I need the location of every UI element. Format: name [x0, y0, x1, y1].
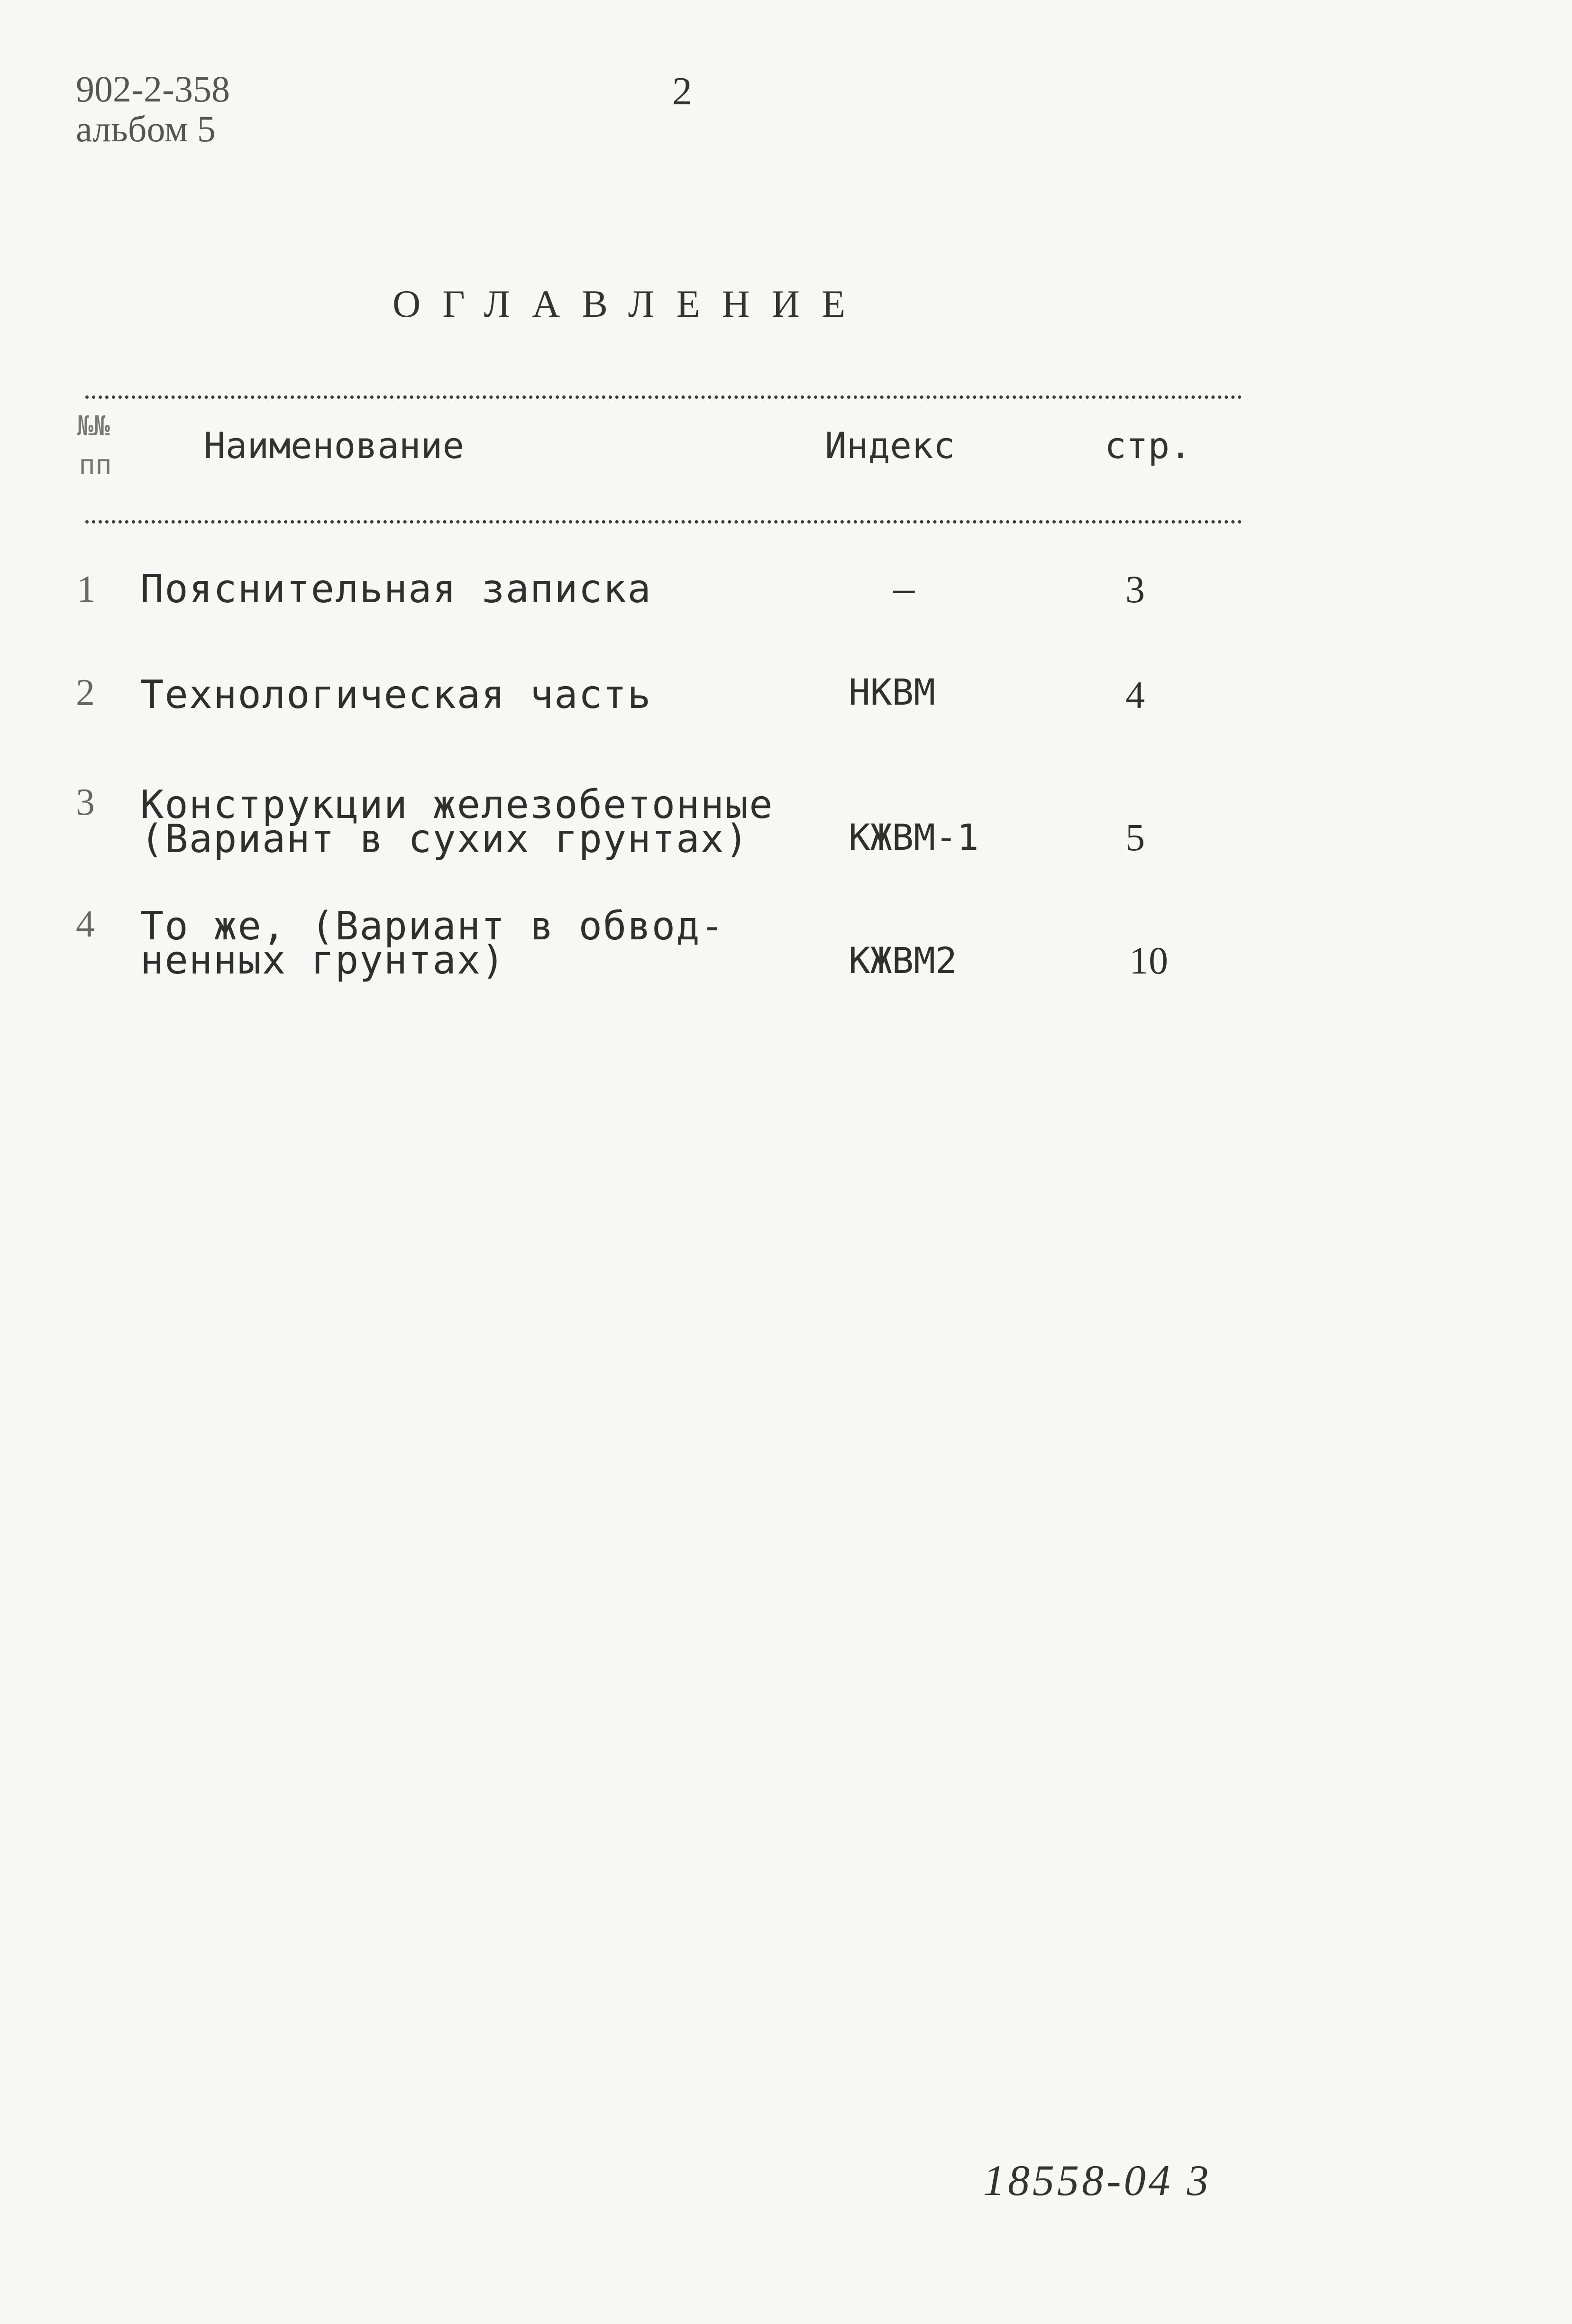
row-name-line-1: То же, (Вариант в обвод- [140, 904, 725, 949]
row-index: КЖВМ2 [849, 939, 957, 982]
row-index: КЖВМ-1 [849, 816, 979, 858]
row-name: Пояснительная записка [140, 567, 652, 612]
row-number: 4 [76, 903, 95, 945]
table-top-rule [85, 395, 1242, 399]
page-number: 2 [672, 69, 692, 113]
album-label: альбом 5 [76, 108, 216, 149]
row-index: – [893, 568, 915, 610]
row-page: 10 [1129, 939, 1168, 982]
row-page: 5 [1125, 816, 1145, 859]
row-name-line-2: (Вариант в сухих грунтах) [140, 817, 749, 862]
table-header-rule [85, 520, 1242, 524]
row-page: 4 [1125, 673, 1145, 716]
row-number: 3 [76, 781, 95, 823]
row-name: Технологическая часть [140, 672, 652, 717]
row-name-line-1: Конструкции железобетонные [140, 782, 774, 827]
row-number: 1 [77, 569, 96, 610]
column-header-page: стр. [1105, 424, 1192, 467]
row-name-line-2: ненных грунтах) [140, 938, 506, 983]
page-title: ОГЛАВЛЕНИЕ [393, 282, 868, 325]
row-number: 2 [76, 672, 95, 714]
column-header-index: Индекс [825, 424, 955, 467]
column-header-name: Наименование [204, 424, 465, 467]
row-page: 3 [1125, 568, 1145, 611]
column-header-number: №№ [77, 410, 110, 442]
archive-number: 18558-04 3 [983, 2156, 1212, 2205]
column-header-number-sub: пп [79, 449, 112, 481]
row-index: НКВМ [849, 671, 936, 713]
document-code: 902-2-358 [76, 68, 230, 110]
